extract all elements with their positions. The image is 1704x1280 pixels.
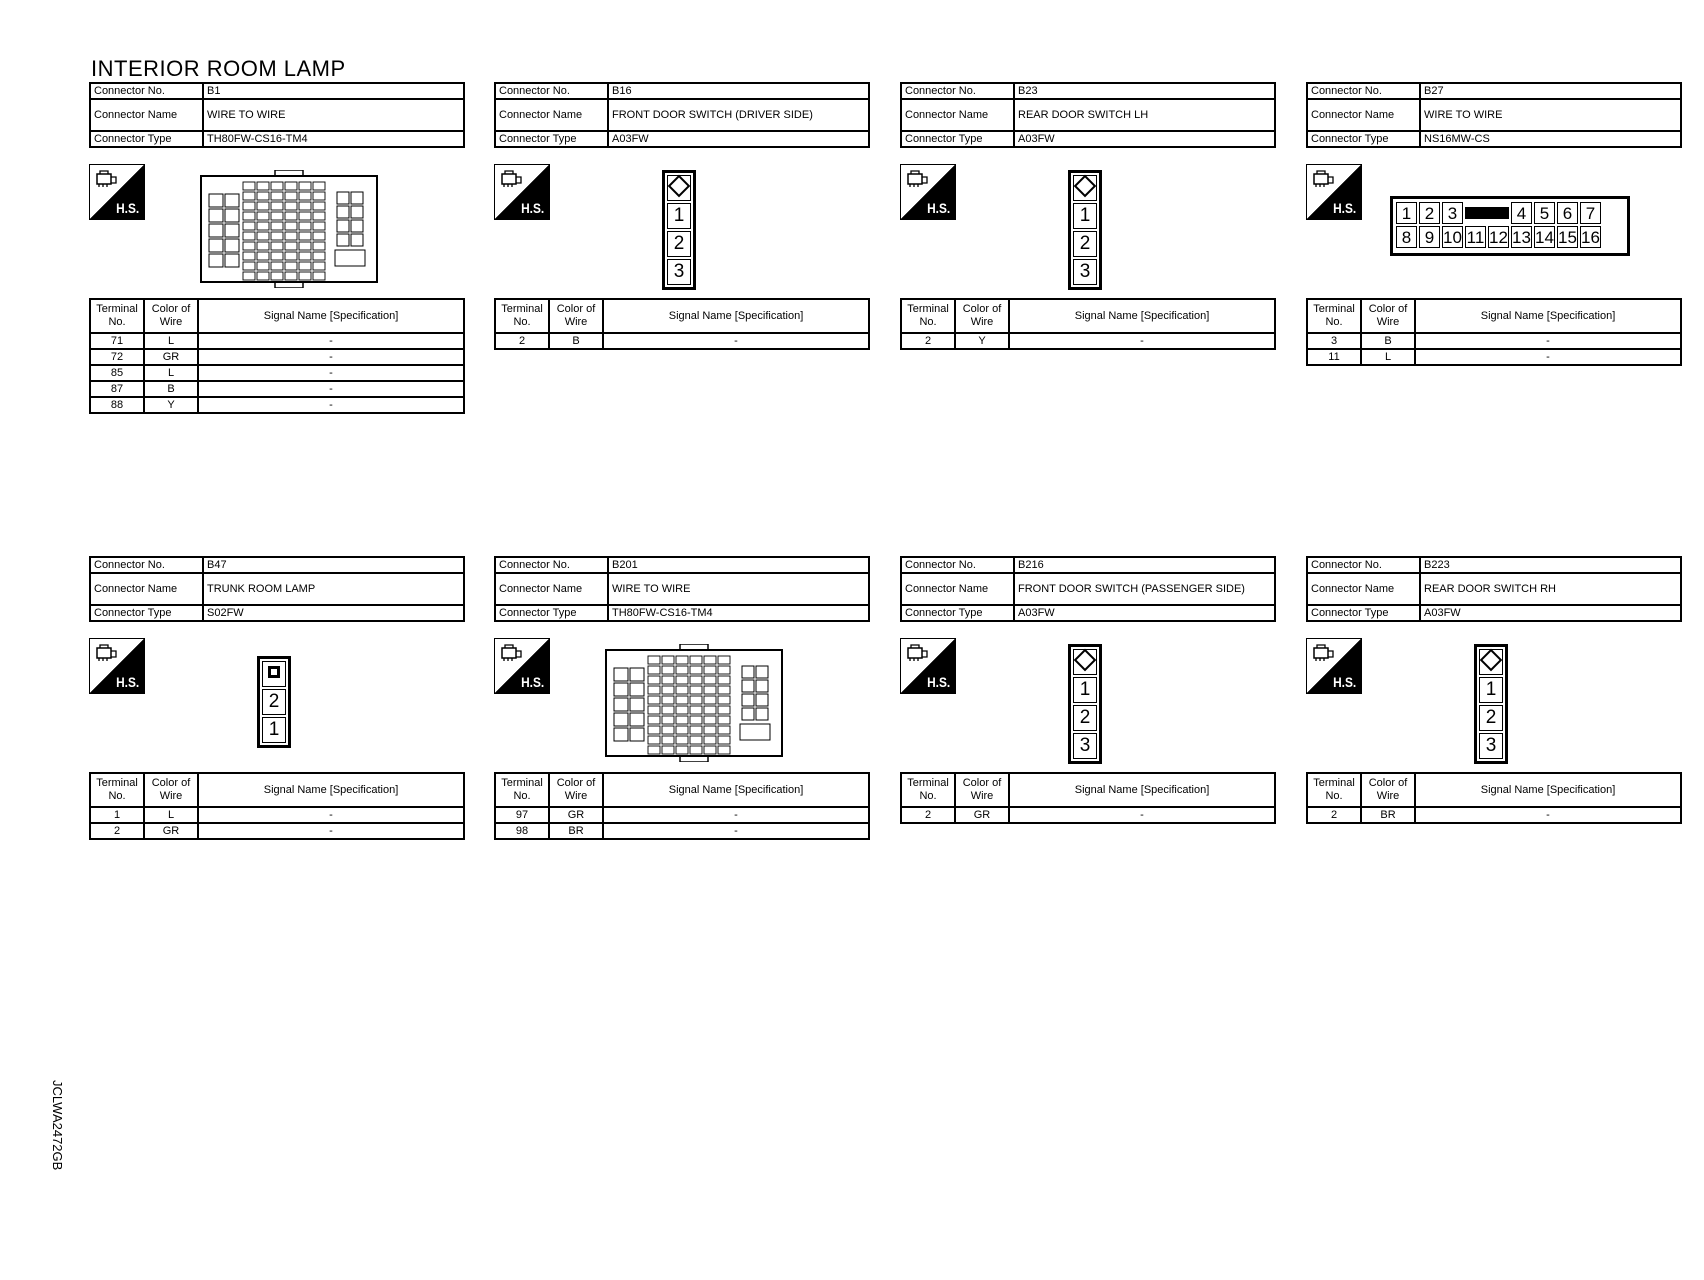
pin-label: 5 — [1534, 202, 1555, 224]
connector-header — [494, 556, 870, 622]
connector-header — [900, 82, 1276, 148]
connector-name-value: WIRE TO WIRE — [608, 573, 869, 605]
connector-header — [900, 556, 1276, 622]
signal-name-header: Signal Name [Specification] — [1415, 299, 1681, 333]
connector-type-value: TH80FW-CS16-TM4 — [203, 131, 464, 147]
signal-name-cell: - — [1009, 333, 1275, 349]
signal-name-header: Signal Name [Specification] — [1415, 773, 1681, 807]
connector-face-large — [604, 644, 784, 762]
color-of-wire-header: Color of Wire — [549, 773, 603, 807]
connector-block — [1306, 82, 1682, 363]
connector-key — [1479, 649, 1503, 675]
connector-type-label: Connector Type — [90, 131, 203, 147]
terminal-table — [900, 298, 1276, 350]
terminal-no-header: Terminal No. — [90, 773, 144, 807]
wire-color-cell: B — [1361, 333, 1415, 349]
table-row — [90, 807, 464, 823]
connector-block — [900, 82, 1276, 347]
pin-label: 8 — [1396, 226, 1417, 248]
pin-label: 2 — [262, 689, 286, 715]
pin-label: 13 — [1512, 228, 1531, 247]
connector-name-label: Connector Name — [90, 573, 203, 605]
connector-no-value: B27 — [1420, 83, 1681, 99]
signal-name-header: Signal Name [Specification] — [603, 299, 869, 333]
wire-color-cell: L — [144, 807, 198, 823]
hs-badge-icon: H.S. — [900, 638, 956, 694]
terminal-no-cell: 71 — [90, 333, 144, 349]
connector-name-label: Connector Name — [1307, 99, 1420, 131]
terminal-table — [1306, 298, 1682, 366]
terminal-no-cell: 2 — [901, 333, 955, 349]
terminal-no-header: Terminal No. — [495, 299, 549, 333]
connector-block — [900, 556, 1276, 821]
signal-name-cell: - — [198, 365, 464, 381]
signal-name-cell: - — [1415, 349, 1681, 365]
signal-name-cell: - — [198, 349, 464, 365]
connector-name-label: Connector Name — [1307, 573, 1420, 605]
page-title: INTERIOR ROOM LAMP — [91, 56, 346, 81]
table-row — [1307, 349, 1681, 365]
pin-label: 4 — [1511, 202, 1532, 224]
connector-name-value: TRUNK ROOM LAMP — [203, 573, 464, 605]
pin-label: 3 — [667, 259, 691, 285]
wire-color-cell: GR — [144, 823, 198, 839]
hs-badge-icon: H.S. — [89, 164, 145, 220]
table-row — [495, 823, 869, 839]
terminal-no-cell: 2 — [90, 823, 144, 839]
connector-face — [1390, 196, 1630, 256]
connector-type-value: TH80FW-CS16-TM4 — [608, 605, 869, 621]
wire-color-cell: BR — [549, 823, 603, 839]
connector-name-value: REAR DOOR SWITCH LH — [1014, 99, 1275, 131]
color-of-wire-header: Color of Wire — [144, 773, 198, 807]
pin-label: 1 — [1479, 677, 1503, 703]
terminal-no-cell: 2 — [1307, 807, 1361, 823]
connector-type-label: Connector Type — [901, 605, 1014, 621]
signal-name-header: Signal Name [Specification] — [1009, 773, 1275, 807]
signal-name-cell: - — [198, 823, 464, 839]
wire-color-cell: B — [144, 381, 198, 397]
terminal-no-cell: 88 — [90, 397, 144, 413]
connector-face — [1474, 644, 1508, 764]
connector-no-label: Connector No. — [90, 83, 203, 99]
pin-label: 2 — [1073, 231, 1097, 257]
connector-name-value: WIRE TO WIRE — [1420, 99, 1681, 131]
connector-no-value: B23 — [1014, 83, 1275, 99]
terminal-no-cell: 2 — [495, 333, 549, 349]
connector-face-large — [199, 170, 379, 288]
pin-label: 2 — [1419, 202, 1440, 224]
connector-header — [1306, 556, 1682, 622]
hs-badge-icon: H.S. — [89, 638, 145, 694]
wire-color-cell: L — [1361, 349, 1415, 365]
terminal-no-cell: 2 — [901, 807, 955, 823]
wire-color-cell: L — [144, 365, 198, 381]
connector-no-label: Connector No. — [495, 83, 608, 99]
connector-type-value: A03FW — [1014, 605, 1275, 621]
connector-type-value: A03FW — [1420, 605, 1681, 621]
connector-key — [1073, 175, 1097, 201]
terminal-no-cell: 87 — [90, 381, 144, 397]
pin-label: 1 — [1073, 203, 1097, 229]
signal-name-header: Signal Name [Specification] — [1009, 299, 1275, 333]
terminal-table — [89, 772, 465, 840]
connector-no-value: B201 — [608, 557, 869, 573]
connector-type-label: Connector Type — [90, 605, 203, 621]
signal-name-header: Signal Name [Specification] — [198, 299, 464, 333]
terminal-table — [494, 298, 870, 350]
connector-face — [1068, 170, 1102, 290]
wire-color-cell: GR — [144, 349, 198, 365]
hs-badge-icon: H.S. — [494, 164, 550, 220]
color-of-wire-header: Color of Wire — [1361, 299, 1415, 333]
connector-face — [662, 170, 696, 290]
pin-label: 2 — [1479, 705, 1503, 731]
terminal-no-cell: 1 — [90, 807, 144, 823]
connector-type-label: Connector Type — [495, 605, 608, 621]
wire-color-cell: GR — [549, 807, 603, 823]
connector-name-label: Connector Name — [90, 99, 203, 131]
pin-label: 12 — [1489, 228, 1508, 247]
pin-label: 3 — [1073, 259, 1097, 285]
table-row — [1307, 807, 1681, 823]
terminal-no-cell: 98 — [495, 823, 549, 839]
connector-type-label: Connector Type — [901, 131, 1014, 147]
connector-type-value: A03FW — [608, 131, 869, 147]
connector-no-label: Connector No. — [901, 557, 1014, 573]
connector-block — [494, 556, 870, 837]
connector-type-label: Connector Type — [1307, 131, 1420, 147]
wire-color-cell: B — [549, 333, 603, 349]
signal-name-cell: - — [603, 823, 869, 839]
connector-name-value: FRONT DOOR SWITCH (PASSENGER SIDE) — [1014, 573, 1275, 605]
connector-type-value: NS16MW-CS — [1420, 131, 1681, 147]
pin-label: 3 — [1479, 733, 1503, 759]
wire-color-cell: L — [144, 333, 198, 349]
connector-name-value: WIRE TO WIRE — [203, 99, 464, 131]
connector-block — [89, 82, 465, 411]
terminal-no-cell: 97 — [495, 807, 549, 823]
connector-type-value: S02FW — [203, 605, 464, 621]
signal-name-cell: - — [198, 807, 464, 823]
pin-label: 1 — [1396, 202, 1417, 224]
connector-header — [89, 556, 465, 622]
signal-name-cell: - — [198, 333, 464, 349]
pin-label: 1 — [1073, 677, 1097, 703]
terminal-table — [1306, 772, 1682, 824]
wire-color-cell: GR — [955, 807, 1009, 823]
connector-no-value: B216 — [1014, 557, 1275, 573]
hs-badge-icon: H.S. — [1306, 638, 1362, 694]
terminal-no-cell: 85 — [90, 365, 144, 381]
terminal-table — [900, 772, 1276, 824]
connector-type-value: A03FW — [1014, 131, 1275, 147]
pin-label: 1 — [667, 203, 691, 229]
figure-code: JCLWA2472GB — [50, 1080, 65, 1171]
connector-no-value: B16 — [608, 83, 869, 99]
connector-key — [1073, 649, 1097, 675]
connector-header — [1306, 82, 1682, 148]
terminal-no-header: Terminal No. — [1307, 773, 1361, 807]
connector-face — [257, 656, 291, 748]
connector-face — [1068, 644, 1102, 764]
pin-label: 6 — [1557, 202, 1578, 224]
pin-label: 2 — [1073, 705, 1097, 731]
connector-block — [1306, 556, 1682, 821]
terminal-no-header: Terminal No. — [1307, 299, 1361, 333]
terminal-table — [494, 772, 870, 840]
table-row — [90, 381, 464, 397]
table-row — [90, 823, 464, 839]
connector-no-label: Connector No. — [901, 83, 1014, 99]
wire-color-cell: BR — [1361, 807, 1415, 823]
connector-name-label: Connector Name — [901, 99, 1014, 131]
table-row — [1307, 333, 1681, 349]
connector-no-label: Connector No. — [1307, 83, 1420, 99]
wire-color-cell: Y — [144, 397, 198, 413]
pin-label: 9 — [1419, 226, 1440, 248]
pin-label: 3 — [1073, 733, 1097, 759]
pin-label: 10 — [1443, 228, 1462, 247]
connector-name-label: Connector Name — [901, 573, 1014, 605]
signal-name-header: Signal Name [Specification] — [603, 773, 869, 807]
color-of-wire-header: Color of Wire — [955, 773, 1009, 807]
connector-name-value: REAR DOOR SWITCH RH — [1420, 573, 1681, 605]
table-row — [495, 807, 869, 823]
color-of-wire-header: Color of Wire — [144, 299, 198, 333]
table-row — [90, 349, 464, 365]
terminal-no-header: Terminal No. — [901, 299, 955, 333]
signal-name-cell: - — [1415, 807, 1681, 823]
table-row — [90, 333, 464, 349]
pin-label: 3 — [1442, 202, 1463, 224]
table-row — [495, 333, 869, 349]
wire-color-cell: Y — [955, 333, 1009, 349]
signal-name-cell: - — [1415, 333, 1681, 349]
hs-badge-icon: H.S. — [494, 638, 550, 694]
pin-label: 16 — [1581, 228, 1600, 247]
connector-no-value: B1 — [203, 83, 464, 99]
table-row — [90, 365, 464, 381]
connector-key — [1465, 207, 1509, 219]
connector-type-label: Connector Type — [495, 131, 608, 147]
color-of-wire-header: Color of Wire — [1361, 773, 1415, 807]
pin-label: 11 — [1466, 228, 1485, 247]
connector-header — [89, 82, 465, 148]
connector-name-label: Connector Name — [495, 573, 608, 605]
pin-label: 2 — [667, 231, 691, 257]
terminal-table — [89, 298, 465, 414]
pin-label: 7 — [1580, 202, 1601, 224]
connector-no-value: B223 — [1420, 557, 1681, 573]
hs-badge-icon: H.S. — [1306, 164, 1362, 220]
terminal-no-header: Terminal No. — [901, 773, 955, 807]
table-row — [901, 333, 1275, 349]
connector-block — [494, 82, 870, 347]
table-row — [901, 807, 1275, 823]
connector-no-label: Connector No. — [1307, 557, 1420, 573]
terminal-no-cell: 72 — [90, 349, 144, 365]
color-of-wire-header: Color of Wire — [549, 299, 603, 333]
terminal-no-cell: 3 — [1307, 333, 1361, 349]
pin-label: 15 — [1558, 228, 1577, 247]
connector-no-label: Connector No. — [495, 557, 608, 573]
signal-name-cell: - — [198, 381, 464, 397]
connector-header — [494, 82, 870, 148]
signal-name-cell: - — [603, 807, 869, 823]
terminal-no-header: Terminal No. — [90, 299, 144, 333]
terminal-no-cell: 11 — [1307, 349, 1361, 365]
terminal-no-header: Terminal No. — [495, 773, 549, 807]
connector-name-label: Connector Name — [495, 99, 608, 131]
table-row — [90, 397, 464, 413]
signal-name-cell: - — [603, 333, 869, 349]
connector-no-label: Connector No. — [90, 557, 203, 573]
connector-name-value: FRONT DOOR SWITCH (DRIVER SIDE) — [608, 99, 869, 131]
color-of-wire-header: Color of Wire — [955, 299, 1009, 333]
signal-name-header: Signal Name [Specification] — [198, 773, 464, 807]
connector-block — [89, 556, 465, 837]
connector-type-label: Connector Type — [1307, 605, 1420, 621]
hs-badge-icon: H.S. — [900, 164, 956, 220]
signal-name-cell: - — [1009, 807, 1275, 823]
pin-label: 14 — [1535, 228, 1554, 247]
connector-key — [262, 661, 286, 687]
pin-label: 1 — [262, 717, 286, 743]
connector-key — [667, 175, 691, 201]
signal-name-cell: - — [198, 397, 464, 413]
connector-no-value: B47 — [203, 557, 464, 573]
